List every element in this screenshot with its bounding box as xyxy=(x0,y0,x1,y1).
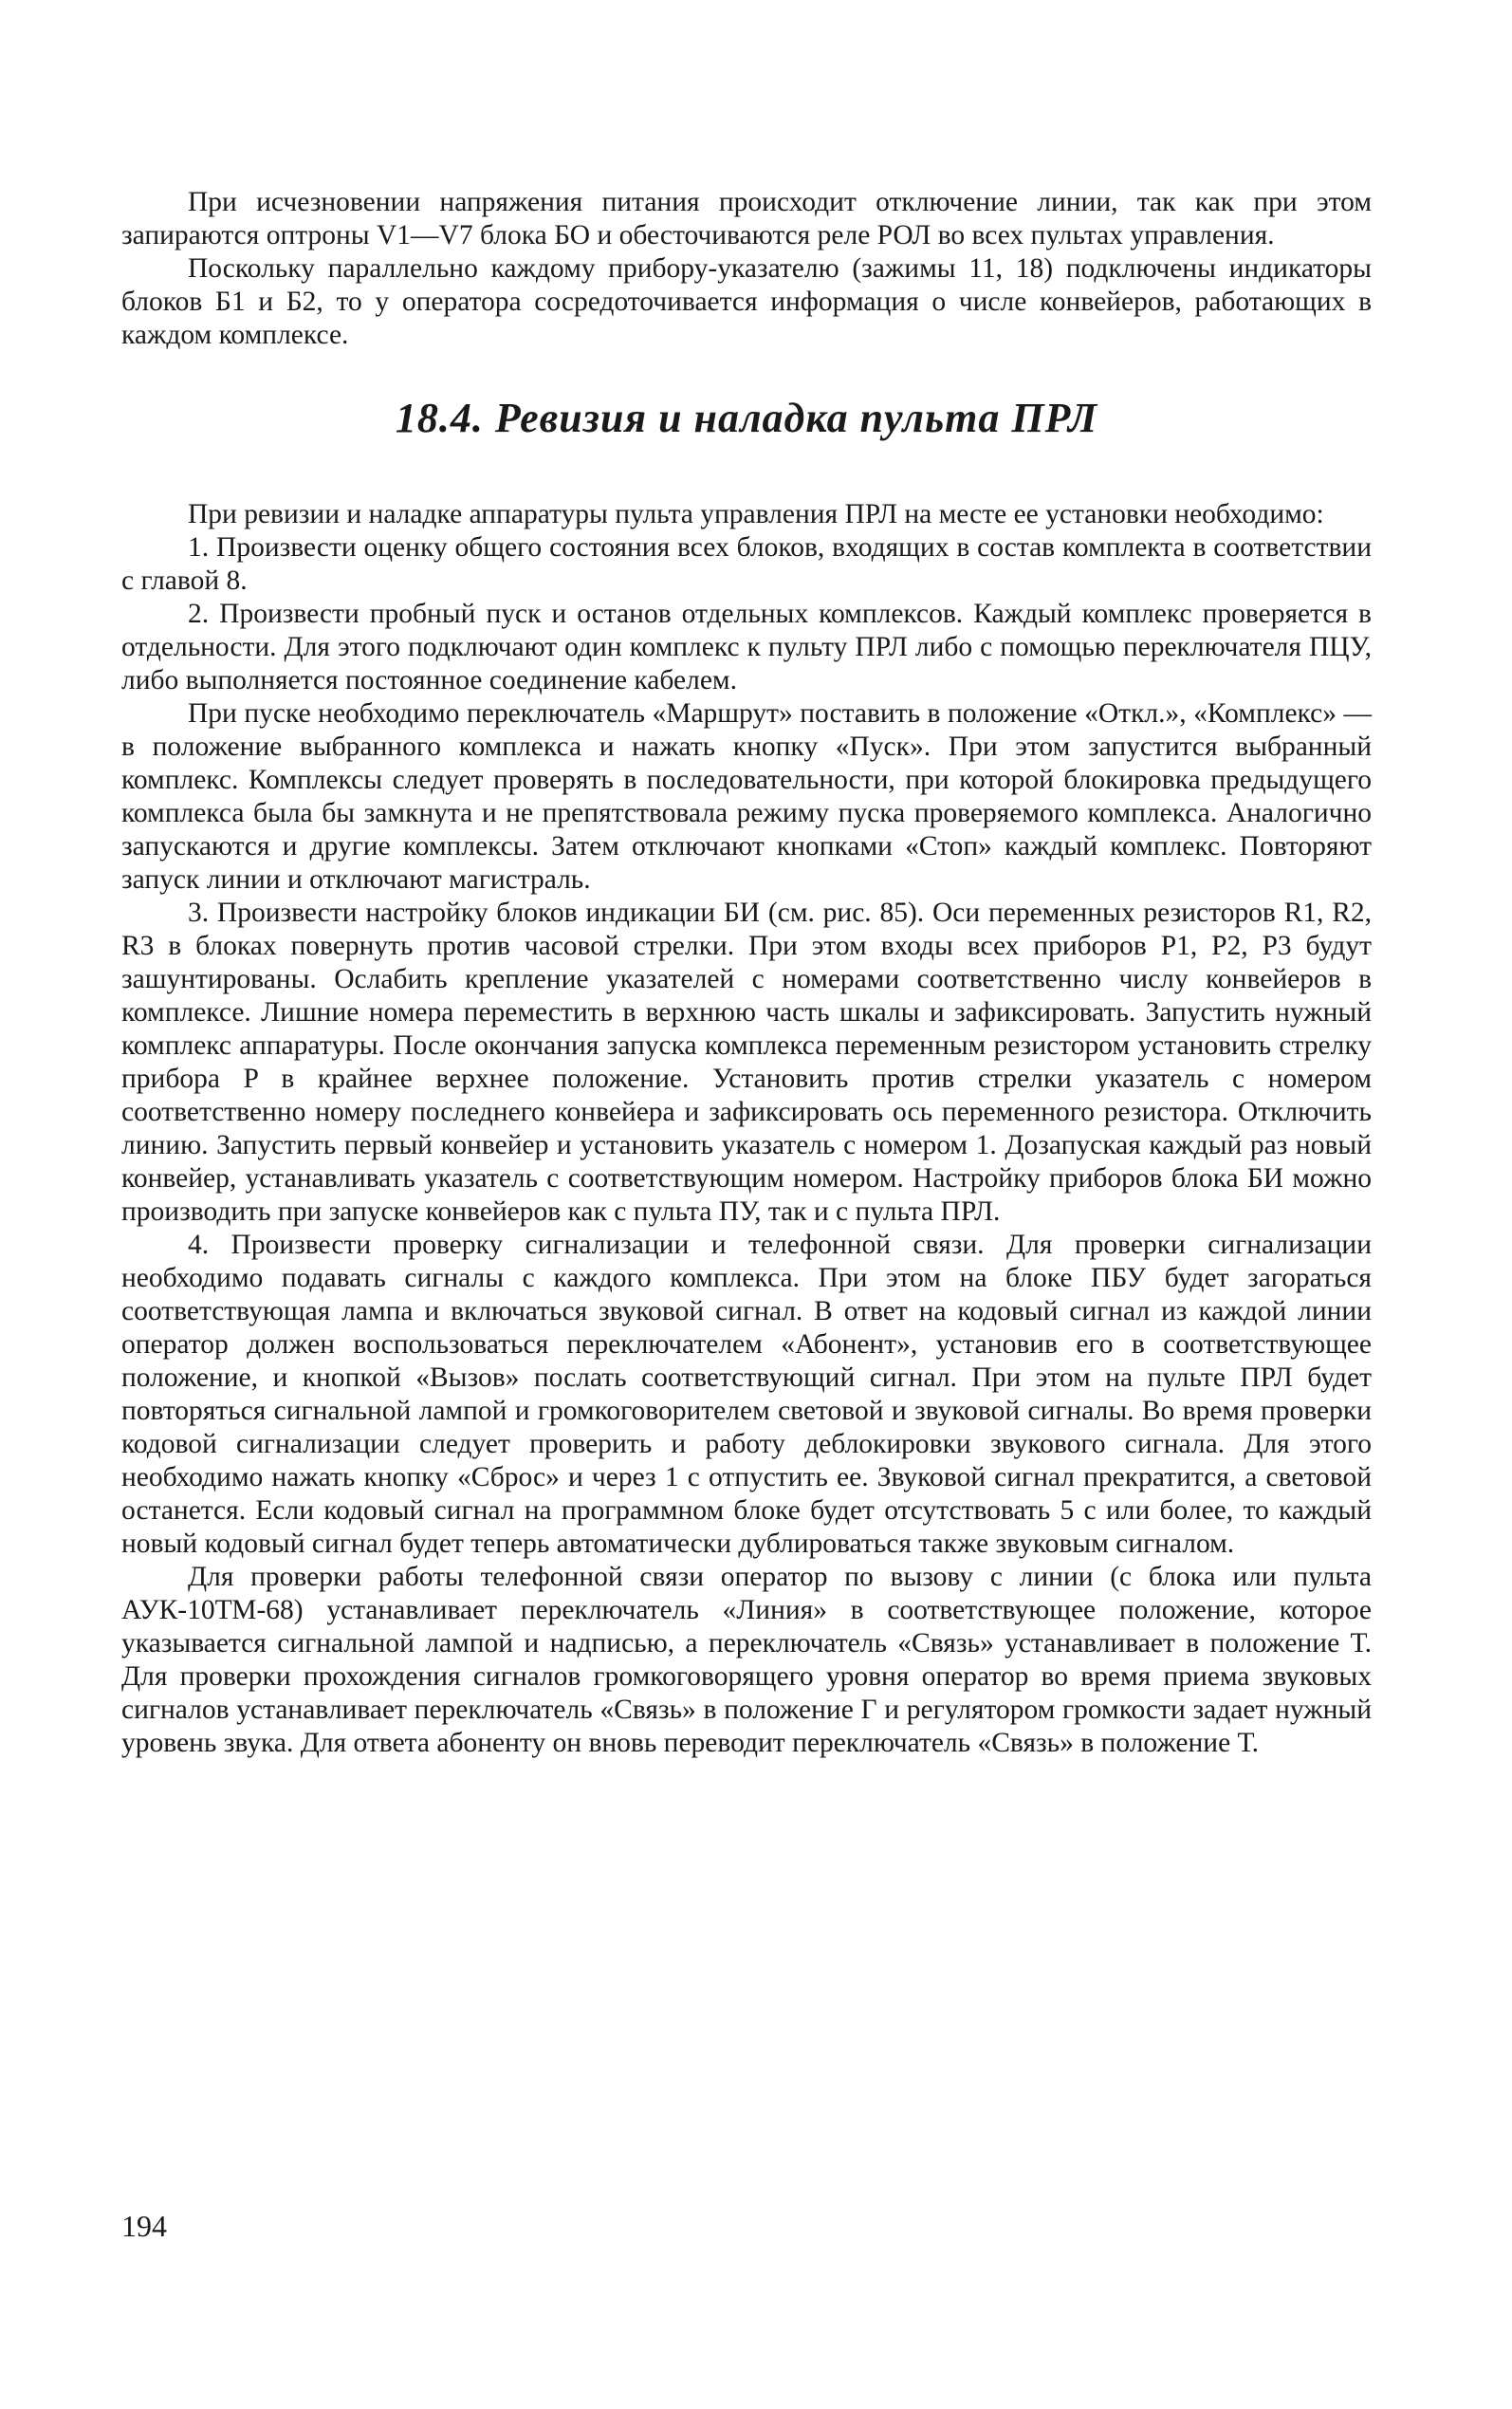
page-content xyxy=(121,186,1372,1760)
paragraph-power-loss: При исчезновении напряжения питания происходит отключение линии, так как при этом запираются оптроны V1—V7 блока БО и обесточиваются реле РОЛ во всех пультах управления. xyxy=(121,187,1372,250)
paragraph-step-2: 2. Произвести пробный пуск и останов отдельных комплексов. Каждый комплекс проверяется в отдельности. Для этого подключают один комплекс к пульту ПРЛ либо с помощью переключателя ПЦУ, либо выполняется постоянное соединение кабелем. xyxy=(121,599,1372,695)
spacer xyxy=(121,447,1372,498)
section-heading: 18.4. Ревизия и наладка пульта ПРЛ xyxy=(395,395,1098,441)
paragraph-intro-steps: При ревизии и наладке аппаратуры пульта управления ПРЛ на месте ее установки необходимо: xyxy=(188,499,1324,529)
page-number: 194 xyxy=(121,2209,167,2243)
paragraph-indicators: Поскольку параллельно каждому прибору-указателю (зажимы 11, 18) подключены индикаторы блоков Б1 и Б2, то у оператора сосредоточивается информация о числе конвейеров, работающих в каждом комплексе. xyxy=(121,253,1372,350)
paragraph-step-4: 4. Произвести проверку сигнализации и телефонной связи. Для проверки сигнализации необходимо подавать сигналы с каждого комплекса. При этом на блоке ПБУ будет загораться соответствующая лампа и включаться звуковой сигнал. В ответ на кодовый сигнал из каждой линии оператор должен воспользоваться переключателем «Абонент», установив его в соответствующее положение, и кнопкой «Вызов» послать соответствующий сигнал. При этом на пульте ПРЛ будет повторяться сигнальной лампой и громкоговорителем световой и звуковой сигналы. Во время проверки кодовой сигнализации следует проверить и работу деблокировки звукового сигнала. Для этого необходимо нажать кнопку «Сброс» и через 1 с отпустить ее. Звуковой сигнал прекратится, а световой останется. Если кодовый сигнал на программном блоке будет отсутствовать 5 с или более, то каждый новый кодовый сигнал будет теперь автоматически дублироваться также звуковым сигналом. xyxy=(121,1230,1372,1559)
paragraph-step-3: 3. Произвести настройку блоков индикации БИ (см. рис. 85). Оси переменных резисторов R1, R2, R3 в блоках повернуть против часовой стрелки. При этом входы всех приборов P1, P2, P3 будут зашунтированы. Ослабить крепление указателей с номерами соответственно числу конвейеров в комплексе. Лишние номера переместить в верхнюю часть шкалы и зафиксировать. Запустить нужный комплекс аппаратуры. После окончания запуска комплекса переменным резистором установить стрелку прибора P в крайнее верхнее положение. Установить против стрелки указатель с номером соответственно номеру последнего конвейера и зафиксировать ось переменного резистора. Отключить линию. Запустить первый конвейер и установить указатель с номером 1. Дозапуская каждый раз новый конвейер, устанавливать указатель с соответствующим номером. Настройку приборов блока БИ можно производить при запуске конвейеров как с пульта ПУ, так и с пульта ПРЛ. xyxy=(121,898,1372,1227)
paragraph-step-1: 1. Произвести оценку общего состояния всех блоков, входящих в состав комплекта в соответствии с главой 8. xyxy=(121,532,1372,596)
paragraph-start-procedure: При пуске необходимо переключатель «Маршрут» поставить в положение «Откл.», «Комплекс» — в положение выбранного комплекса и нажать кнопку «Пуск». При этом запустится выбранный комплекс. Комплексы следует проверять в последовательности, при которой блокировка предыдущего комплекса была бы замкнута и не препятствовала режиму пуска проверяемого комплекса. Аналогично запускаются и другие комплексы. Затем отключают кнопками «Стоп» каждый комплекс. Повторяют запуск линии и отключают магистраль. xyxy=(121,698,1372,895)
paragraph-phone-check: Для проверки работы телефонной связи оператор по вызову с линии (с блока или пульта АУК-10ТМ-68) устанавливает переключатель «Линия» в соответствующее положение, которое указывается сигнальной лампой и надписью, а переключатель «Связь» устанавливает в положение Т. Для проверки прохождения сигналов громкоговорящего уровня оператор во время приема звуковых сигналов устанавливает переключатель «Связь» в положение Г и регулятором громкости задает нужный уровень звука. Для ответа абоненту он вновь переводит переключатель «Связь» в положение Т. xyxy=(121,1562,1372,1758)
